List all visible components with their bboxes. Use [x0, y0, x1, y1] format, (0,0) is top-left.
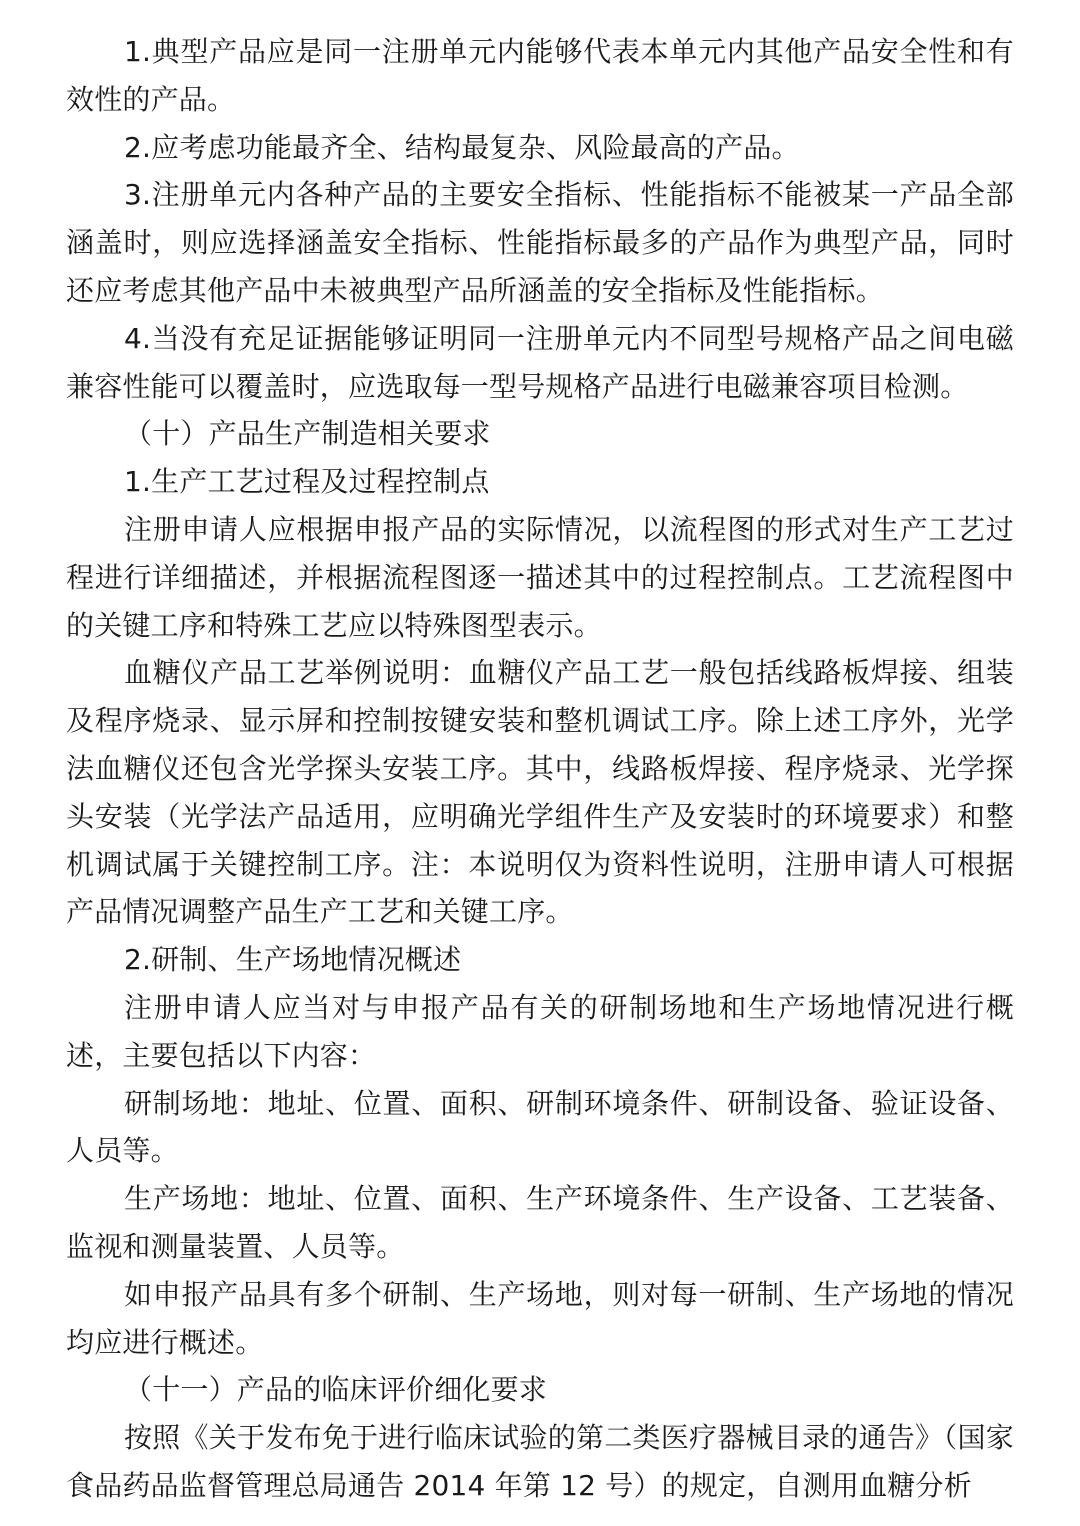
paragraph-typical-product-2: 2.应考虑功能最齐全、结构最复杂、风险最高的产品。	[124, 130, 800, 164]
paragraph-multiple-sites: 如申报产品具有多个研制、生产场地，则对每一研制、生产场地的情况均应进行概述。	[66, 1277, 1014, 1359]
paragraph-typical-product-1: 1.典型产品应是同一注册单元内能够代表本单元内其他产品安全性和有效性的产品。	[66, 35, 1014, 116]
subheading-sites: 2.研制、生产场地情况概述	[124, 943, 462, 977]
paragraph-clinical-notice: 按照《关于发布免于进行临床试验的第二类医疗器械目录的通告》（国家食品药品监督管理总局通告 2014 年第 12 号）的规定，自测用血糖分析	[66, 1421, 1014, 1502]
section-heading-production: （十）产品生产制造相关要求	[124, 417, 491, 451]
section-heading-clinical: （十一）产品的临床评价细化要求	[124, 1373, 548, 1407]
paragraph-glucose-meter-example: 血糖仪产品工艺举例说明：血糖仪产品工艺一般包括线路板焊接、组装及程序烧录、显示屏和控制按键安装和整机调试工序。除上述工序外，光学法血糖仪还包含光学探头安装工序。其中，线路板焊接、程序烧录、光学探头安装（光学法产品适用，应明确光学组件生产及安装时的环境要求）和整机调试属于关键控制工序。注：本说明仅为资料性说明，注册申请人可根据产品情况调整产品生产工艺和关键工序。	[66, 656, 1014, 929]
paragraph-typical-product-3: 3.注册单元内各种产品的主要安全指标、性能指标不能被某一产品全部涵盖时，则应选择涵盖安全指标、性能指标最多的产品作为典型产品，同时还应考虑其他产品中未被典型产品所涵盖的安全指标及性能指标。	[66, 178, 1014, 307]
paragraph-rd-site: 研制场地：地址、位置、面积、研制环境条件、研制设备、验证设备、人员等。	[66, 1086, 1014, 1168]
paragraph-sites-overview: 注册申请人应当对与申报产品有关的研制场地和生产场地情况进行概述，主要包括以下内容：	[66, 990, 1014, 1072]
subheading-process: 1.生产工艺过程及过程控制点	[124, 465, 490, 499]
paragraph-process-description: 注册申请人应根据申报产品的实际情况，以流程图的形式对生产工艺过程进行详细描述，并根据流程图逐一描述其中的过程控制点。工艺流程图中的关键工序和特殊工艺应以特殊图型表示。	[66, 512, 1014, 642]
paragraph-typical-product-4: 4.当没有充足证据能够证明同一注册单元内不同型号规格产品之间电磁兼容性能可以覆盖时，应选取每一型号规格产品进行电磁兼容项目检测。	[66, 321, 1014, 403]
paragraph-production-site: 生产场地：地址、位置、面积、生产环境条件、生产设备、工艺装备、监视和测量装置、人员等。	[66, 1182, 1014, 1263]
